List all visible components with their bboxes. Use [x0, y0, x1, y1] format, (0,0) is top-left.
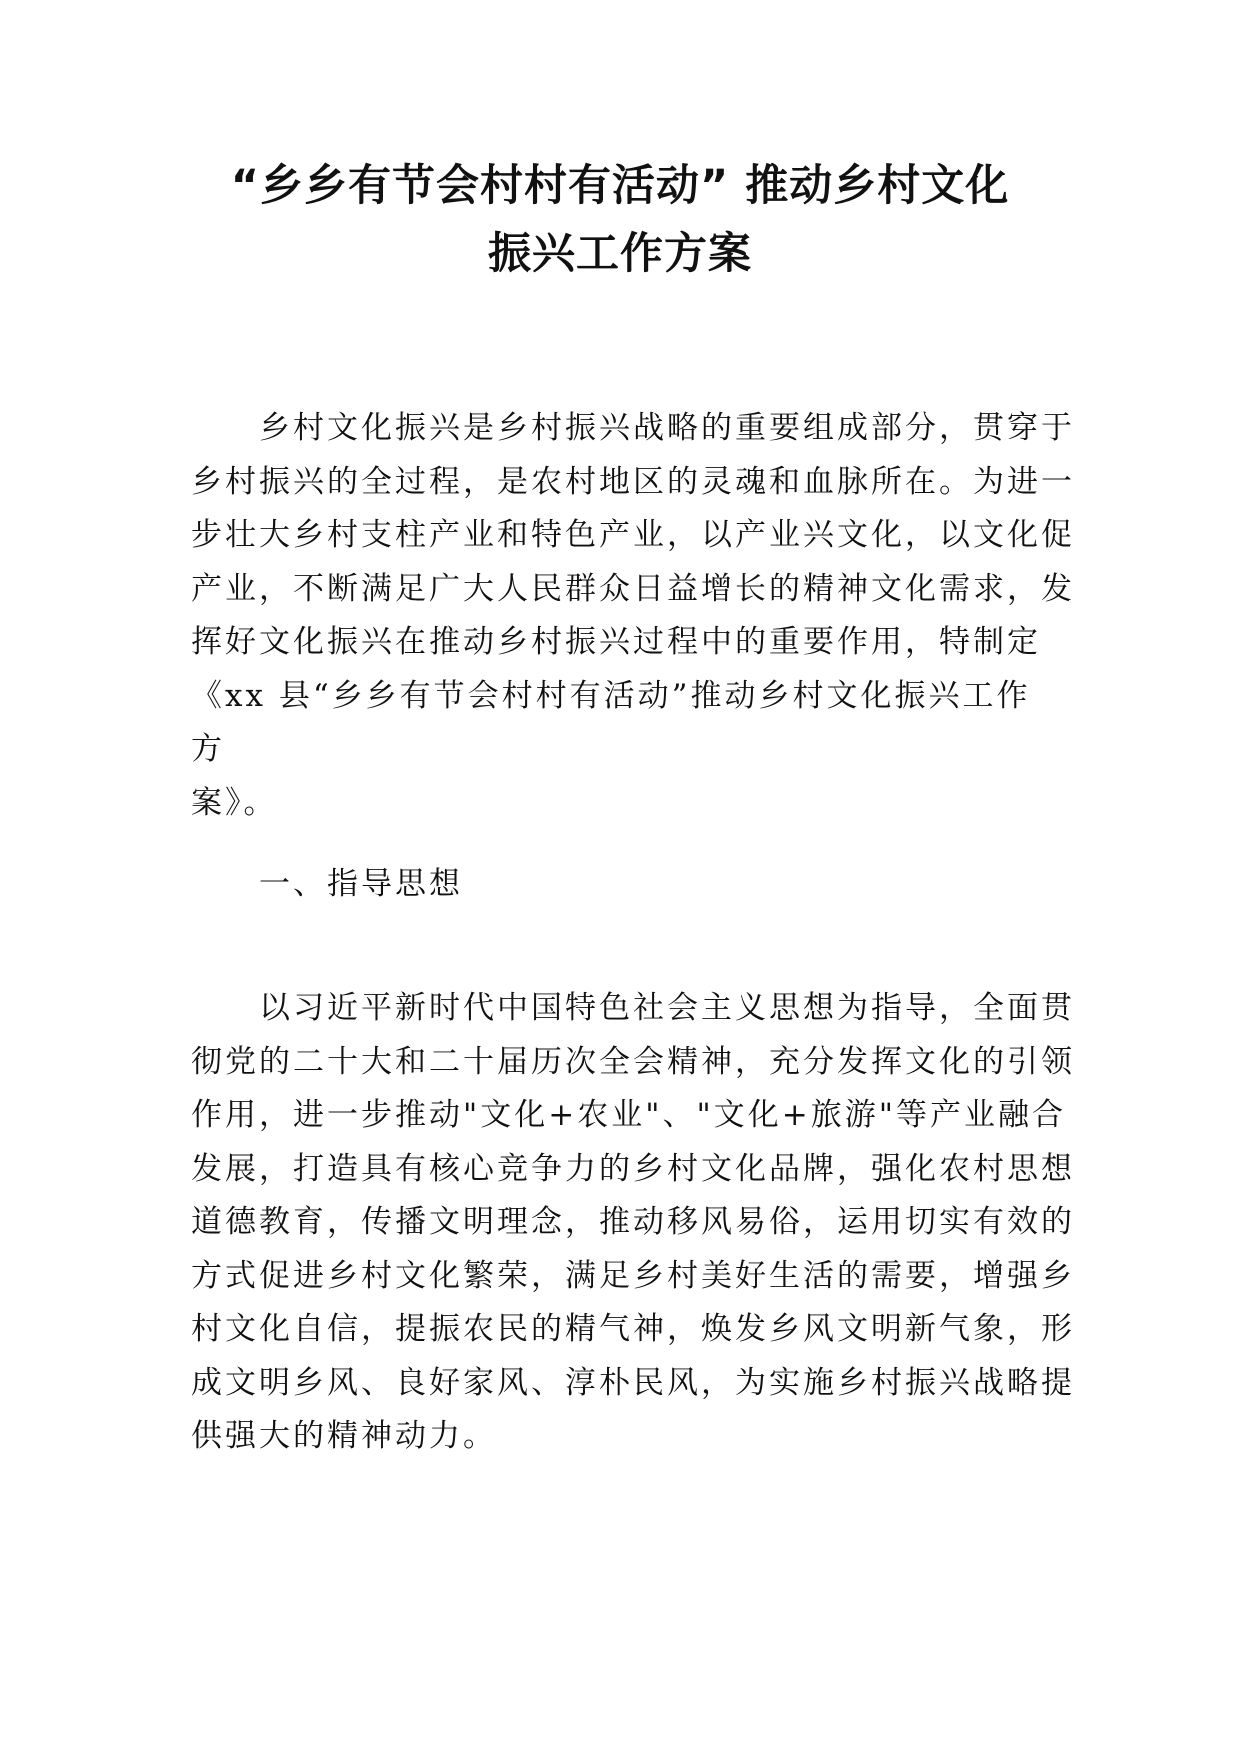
paragraph-line: 步壮大乡村支柱产业和特色产业，以产业兴文化，以文化促 [191, 517, 1075, 553]
title-line-1: “乡乡有节会村村有活动” 推动乡村文化 [230, 161, 1010, 211]
paragraph-line: 产业，不断满足广大人民群众日益增长的精神文化需求，发 [191, 570, 1075, 607]
paragraph-line: 案》。 [191, 784, 278, 821]
paragraph-line: 方 [191, 731, 225, 767]
paragraph-line: 发展，打造具有核心竞争力的乡村文化品牌，强化农村思想 [191, 1150, 1075, 1187]
paragraph-line: 村文化自信，提振农民的精气神，焕发乡风文明新气象，形 [191, 1311, 1075, 1347]
paragraph-line: 乡村文化振兴是乡村振兴战略的重要组成部分，贯穿于 [191, 410, 1075, 446]
paragraph-line: 成文明乡风、良好家风、淳朴民风，为实施乡村振兴战略提 [191, 1364, 1075, 1401]
paragraph-line: 《xx 县“乡乡有节会村村有活动”推动乡村文化振兴工作 [191, 677, 1031, 714]
paragraph-line: 以习近平新时代中国特色社会主义思想为指导，全面贯 [191, 990, 1075, 1026]
paragraph-line: 挥好文化振兴在推动乡村振兴过程中的重要作用，特制定 [191, 624, 1041, 660]
paragraph-line: 彻党的二十大和二十届历次全会精神，充分发挥文化的引领 [191, 1043, 1075, 1080]
document-title [180, 152, 1060, 288]
paragraph-line: 作用，进一步推动"文化+农业"、"文化+旅游"等产业融合 [191, 1097, 1066, 1133]
title-line-2: 振兴工作方案 [488, 229, 752, 279]
section-heading-guiding-thought: 一、指导思想 [191, 866, 463, 902]
paragraph-line: 方式促进乡村文化繁荣，满足乡村美好生活的需要，增强乡 [191, 1257, 1075, 1294]
guiding-thought-paragraph [191, 982, 1075, 1464]
paragraph-line: 道德教育，传播文明理念，推动移风易俗，运用切实有效的 [191, 1204, 1075, 1240]
paragraph-line: 供强大的精神动力。 [191, 1418, 497, 1454]
intro-paragraph [191, 402, 1075, 830]
paragraph-line: 乡村振兴的全过程，是农村地区的灵魂和血脉所在。为进一 [191, 463, 1075, 500]
